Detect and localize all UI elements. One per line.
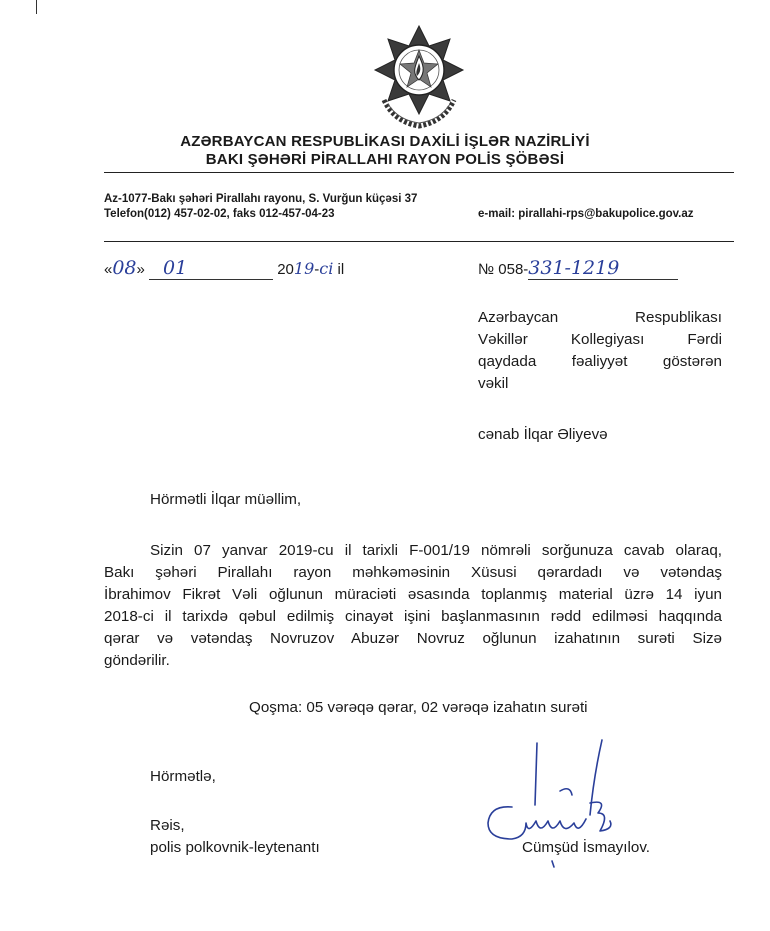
department-title: BAKI ŞƏHƏRİ PİRALLAHI RAYON POLİS ŞÖBƏSİ	[205, 151, 565, 168]
email-line: e-mail: pirallahi-rps@bakupolice.gov.az	[478, 208, 694, 220]
date-dash: -	[314, 261, 320, 278]
recipient-block	[478, 307, 722, 395]
paragraph-line-3: İbrahimov Fikrət Vəli oğlunun müraciəti əsasında toplanmış material üzrə 14 iyun	[104, 586, 722, 603]
salutation: Hörmətli İlqar müəllim,	[150, 491, 302, 508]
address-line: Az-1077-Bakı şəhəri Pirallahı rayonu, S. Vurğun küçəsi 37	[104, 193, 418, 205]
date-month: 01	[163, 257, 188, 279]
date-open-quote: «	[104, 261, 113, 278]
closing: Hörmətlə,	[150, 768, 216, 785]
paragraph-line-6: göndərilir.	[104, 652, 170, 669]
date-day: 08	[112, 257, 137, 279]
date-year-suffix: 19	[293, 259, 315, 278]
paragraph-line-4: 2018-ci il tarixdə qəbul edilmiş cinayət işini başlanmasının rədd edilməsi haqqında	[104, 608, 722, 625]
date-line	[104, 257, 344, 280]
date-close-quote: »	[136, 261, 145, 278]
coat-of-arms-emblem	[372, 20, 466, 132]
paragraph-line-2: Bakı şəhəri Pirallahı rayon məhkəməsinin Xüsusi qərardadı və vətəndaş	[104, 564, 722, 581]
recipient-line-4: vəkil	[478, 375, 509, 392]
header-divider-top	[104, 172, 734, 173]
date-year-prefix: 20	[277, 261, 294, 278]
main-paragraph	[104, 540, 722, 672]
header-divider-bottom	[104, 241, 734, 242]
paragraph-line-5: qərar və vətəndaş Novruzov Abuzər Novruz oğlunun izahatının surəti Sizə	[104, 630, 722, 647]
ministry-title: AZƏRBAYCAN RESPUBLİKASI DAXİLİ İŞLƏR NAZİRLİYİ	[180, 133, 590, 150]
number-handwritten: 331-1219	[528, 257, 620, 279]
attachment-note: Qoşma: 05 vərəqə qərar, 02 vərəqə izahatın surəti	[249, 699, 588, 716]
margin-mark	[36, 0, 37, 14]
number-prefix: № 058-	[478, 261, 529, 278]
recipient-name: cənab İlqar Əliyevə	[478, 426, 608, 443]
recipient-line-3: qaydada fəaliyyət göstərən	[478, 353, 722, 370]
recipient-line-1: Azərbaycan Respublikası	[478, 309, 722, 326]
paragraph-line-1: Sizin 07 yanvar 2019-cu il tarixli F-001/19 nömrəli sorğunuza cavab olaraq,	[150, 542, 722, 559]
signer-title-2: polis polkovnik-leytenantı	[150, 839, 320, 856]
signer-name: Cümşüd İsmayılov.	[522, 839, 651, 856]
outgoing-number	[478, 257, 678, 280]
date-month-field	[149, 257, 273, 280]
phone-line: Telefon(012) 457-02-02, faks 012-457-04-23	[104, 208, 335, 220]
date-il: il	[337, 261, 345, 278]
signer-title-1: Rəis,	[150, 817, 185, 834]
date-extra: ci	[319, 259, 334, 278]
number-field	[528, 257, 678, 280]
recipient-line-2: Vəkillər Kollegiyası Fərdi	[478, 331, 722, 348]
